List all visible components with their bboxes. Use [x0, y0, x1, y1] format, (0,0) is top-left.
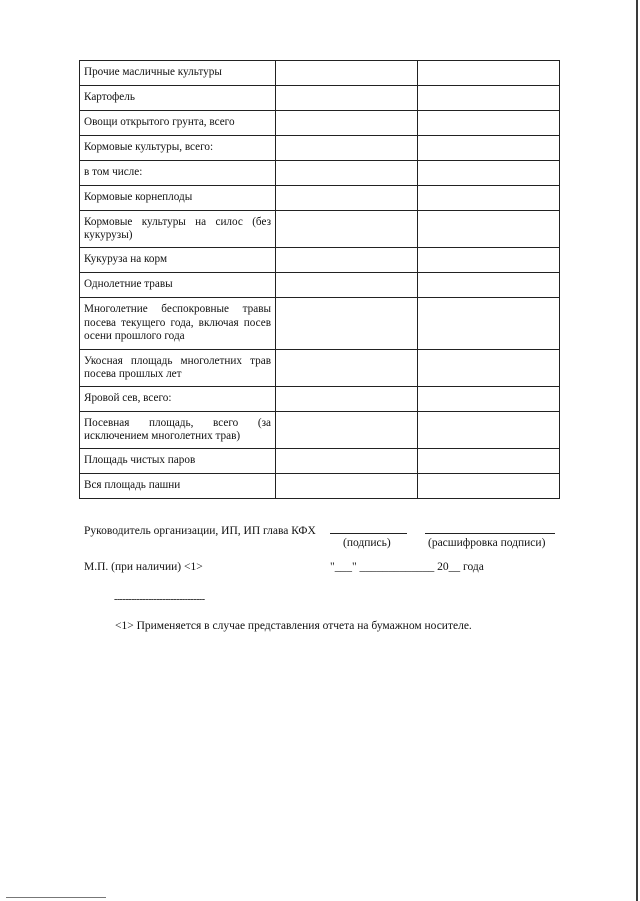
page-edge [636, 0, 638, 901]
signature-caption: (подпись) [343, 537, 391, 549]
value-cell[interactable] [418, 136, 560, 161]
row-label: Овощи открытого грунта, всего [80, 111, 276, 136]
row-label: Картофель [80, 86, 276, 111]
row-label: Однолетние травы [80, 273, 276, 298]
value-cell[interactable] [276, 449, 418, 474]
scan-mark [6, 897, 106, 898]
table-body [80, 61, 560, 499]
value-cell[interactable] [276, 136, 418, 161]
value-cell[interactable] [418, 61, 560, 86]
value-cell[interactable] [276, 161, 418, 186]
signer-title: Руководитель организации, ИП, ИП глава КФХ [84, 525, 316, 537]
row-label: Укосная площадь многолетних трав посева прошлых лет [80, 350, 276, 387]
value-cell[interactable] [418, 248, 560, 273]
stamp-note: М.П. (при наличии) <1> [84, 561, 203, 573]
signature-line [330, 533, 407, 534]
table-row [80, 474, 560, 499]
value-cell[interactable] [418, 111, 560, 136]
table-row [80, 298, 560, 350]
value-cell[interactable] [276, 111, 418, 136]
value-cell[interactable] [276, 298, 418, 350]
value-cell[interactable] [418, 474, 560, 499]
date-field: "___" _____________ 20__ года [330, 561, 484, 573]
row-label: Кукуруза на корм [80, 248, 276, 273]
value-cell[interactable] [276, 387, 418, 412]
value-cell[interactable] [276, 350, 418, 387]
value-cell[interactable] [276, 86, 418, 111]
value-cell[interactable] [418, 449, 560, 474]
value-cell[interactable] [418, 211, 560, 248]
value-cell[interactable] [418, 273, 560, 298]
value-cell[interactable] [276, 474, 418, 499]
value-cell[interactable] [276, 248, 418, 273]
value-cell[interactable] [418, 161, 560, 186]
value-cell[interactable] [276, 61, 418, 86]
table-row [80, 273, 560, 298]
value-cell[interactable] [418, 186, 560, 211]
table-row [80, 136, 560, 161]
row-label: Вся площадь пашни [80, 474, 276, 499]
table-row [80, 211, 560, 248]
decode-line [425, 533, 555, 534]
table-row [80, 387, 560, 412]
value-cell[interactable] [276, 412, 418, 449]
row-label: Кормовые культуры на силос (без кукурузы) [80, 211, 276, 248]
decode-caption: (расшифровка подписи) [428, 537, 546, 549]
value-cell[interactable] [418, 86, 560, 111]
footnote-separator: -------------------------------- [114, 594, 205, 605]
row-label: в том числе: [80, 161, 276, 186]
crop-area-table [79, 60, 560, 499]
value-cell[interactable] [418, 412, 560, 449]
row-label: Кормовые корнеплоды [80, 186, 276, 211]
row-label: Площадь чистых паров [80, 449, 276, 474]
table-row [80, 61, 560, 86]
value-cell[interactable] [418, 298, 560, 350]
table-row [80, 86, 560, 111]
value-cell[interactable] [418, 387, 560, 412]
table-row [80, 111, 560, 136]
row-label: Посевная площадь, всего (за исключением многолетних трав) [80, 412, 276, 449]
table-row [80, 350, 560, 387]
value-cell[interactable] [418, 350, 560, 387]
row-label: Многолетние беспокровные травы посева текущего года, включая посев осени прошлого года [80, 298, 276, 350]
value-cell[interactable] [276, 186, 418, 211]
table-row [80, 248, 560, 273]
value-cell[interactable] [276, 273, 418, 298]
value-cell[interactable] [276, 211, 418, 248]
footnote-text: <1> Применяется в случае представления отчета на бумажном носителе. [115, 620, 472, 632]
row-label: Кормовые культуры, всего: [80, 136, 276, 161]
table-row [80, 186, 560, 211]
table-row [80, 161, 560, 186]
table-row [80, 412, 560, 449]
row-label: Прочие масличные культуры [80, 61, 276, 86]
table-row [80, 449, 560, 474]
row-label: Яровой сев, всего: [80, 387, 276, 412]
